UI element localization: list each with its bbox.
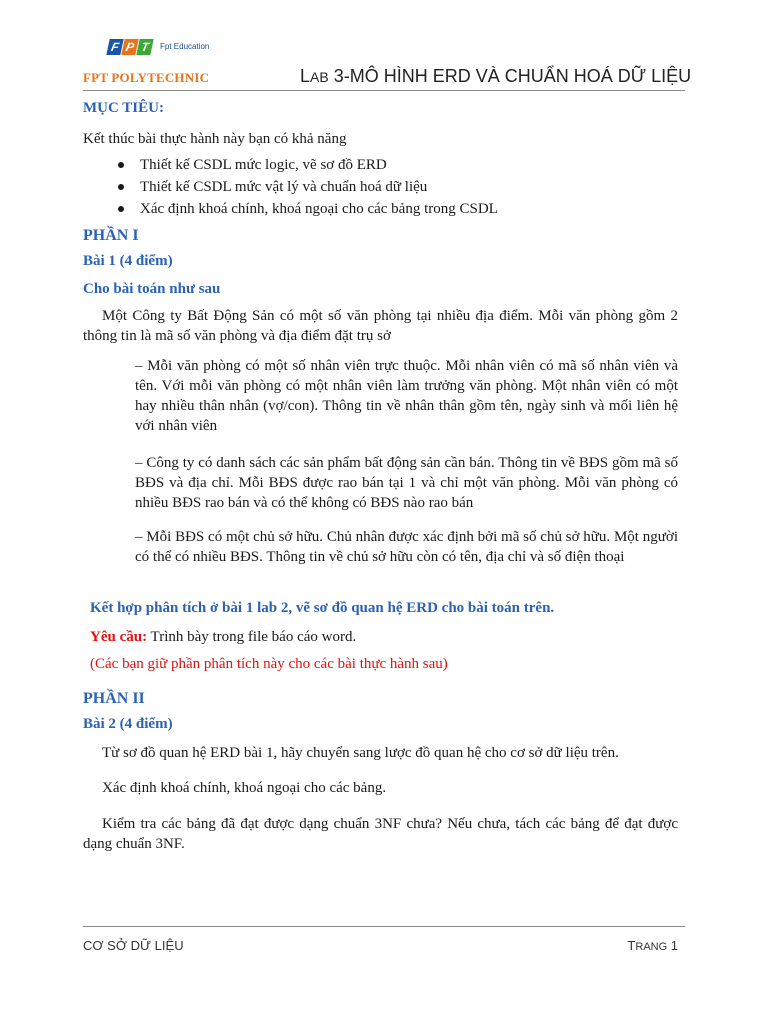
brand-name: FPT POLYTECHNIC (83, 70, 210, 85)
footer-page: TRANG 1 (627, 938, 678, 953)
problem-point: – Công ty có danh sách các sản phẩm bất động sản cần bán. Thông tin về BĐS gồm mã số BĐS và địa chỉ. Mỗi BĐS được rao bán tại 1 và chỉ một văn phòng. Mỗi văn phòng có nhiều BĐS rao bán và có thể không có BĐS nào rao bán (135, 455, 678, 511)
note: (Các bạn giữ phần phân tích này cho các bài thực hành sau) (90, 656, 448, 672)
part1-heading: PHẦN I (83, 227, 139, 244)
lab-title: LAB 3-MÔ HÌNH ERD VÀ CHUẨN HOÁ DỮ LIỆU (300, 66, 692, 86)
footer-divider (83, 926, 685, 927)
requirement-text: Trình bày trong file báo cáo word. (147, 629, 357, 645)
requirement (90, 627, 356, 647)
fpt-education-logo (108, 38, 218, 64)
combine-instruction: Kết hợp phân tích ở bài 1 lab 2, vẽ sơ đồ quan hệ ERD cho bài toán trên. (90, 600, 555, 616)
problem-heading: Cho bài toán như sau (83, 281, 221, 297)
logo-subtitle: Fpt Education (160, 42, 210, 51)
footer-course: CƠ SỞ DỮ LIỆU (83, 938, 184, 953)
objectives-heading: MỤC TIÊU: (83, 100, 164, 116)
list-item: Xác định khoá chính, khoá ngoại cho các bảng trong CSDL (118, 198, 498, 220)
problem-intro: Một Công ty Bất Động Sản có một số văn phòng tại nhiều địa điểm. Mỗi văn phòng gồm 2 thông tin là mã số văn phòng và địa điểm đặt trụ sở (83, 308, 678, 344)
problem-point: – Mỗi BĐS có một chủ sở hữu. Chủ nhân được xác định bởi mã số chủ sở hữu. Một người có thể có nhiều BĐS. Thông tin về chủ sở hữu còn có tên, địa chỉ và số điện thoại (135, 529, 678, 565)
logo-letter-f: F (106, 39, 123, 55)
header-divider (83, 90, 685, 91)
requirement-label: Yêu cầu: (90, 629, 148, 645)
problem-point: – Mỗi văn phòng có một số nhân viên trực thuộc. Mỗi nhân viên có mã số nhân viên và tên. Với mỗi văn phòng có một nhân viên làm trưởng văn phòng. Một nhân viên có một hay nhiều thân nhân (vợ/con). Thông tin về nhân thân gồm tên, ngày sinh và mối liên hệ với nhân viên (135, 358, 678, 434)
list-item: Thiết kế CSDL mức logic, vẽ sơ đồ ERD (118, 154, 498, 176)
part2-line: Kiểm tra các bảng đã đạt được dạng chuẩn 3NF chưa? Nếu chưa, tách các bảng để đạt được dạng chuẩn 3NF. (83, 816, 678, 852)
logo-letter-t: T (136, 39, 153, 55)
objectives-intro: Kết thúc bài thực hành này bạn có khả năng (83, 131, 347, 147)
part2-line: Xác định khoá chính, khoá ngoại cho các bảng. (102, 780, 387, 796)
part2-line: Từ sơ đồ quan hệ ERD bài 1, hãy chuyển sang lược đồ quan hệ cho cơ sở dữ liệu trên. (102, 745, 619, 761)
part2-exercise: Bài 2 (4 điểm) (83, 716, 173, 732)
part2-heading: PHẦN II (83, 690, 145, 707)
logo-letter-p: P (121, 39, 138, 55)
list-item: Thiết kế CSDL mức vật lý và chuẩn hoá dữ liệu (118, 176, 498, 198)
objectives-list (118, 154, 498, 220)
part1-exercise: Bài 1 (4 điểm) (83, 253, 173, 269)
